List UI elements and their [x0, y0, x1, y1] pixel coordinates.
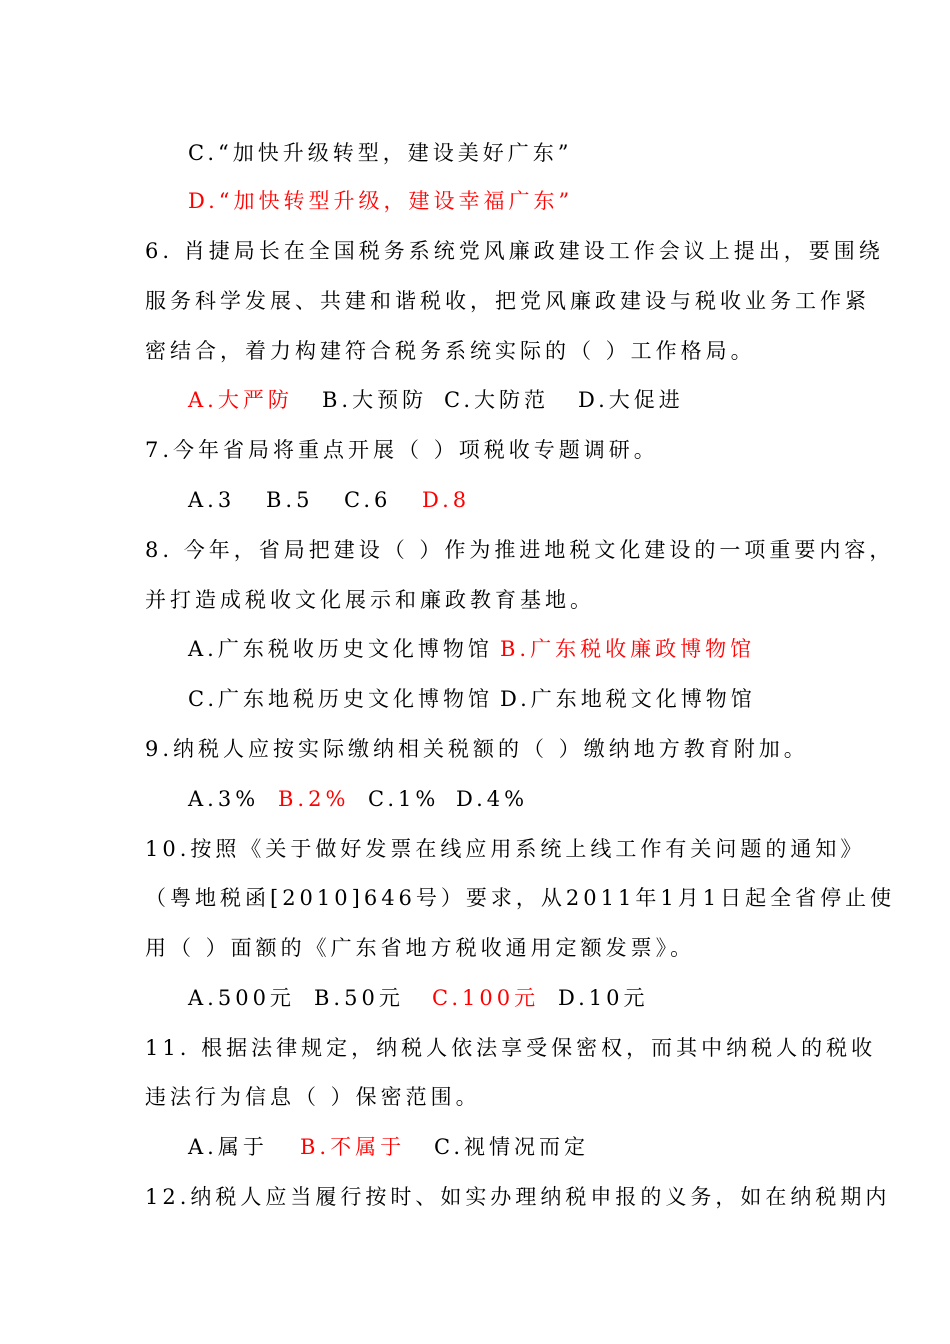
q9-option-c: C.1%	[368, 787, 440, 811]
q6-text-line1: 6. 肖捷局长在全国税务系统党风廉政建设工作会议上提出，要围绕	[145, 239, 884, 263]
q8-option-a: A.广东税收历史文化博物馆	[188, 637, 493, 661]
q10-option-b: B.50元	[314, 986, 404, 1010]
q11-option-a: A.属于	[188, 1135, 268, 1159]
q9-option-d: D.4%	[456, 787, 529, 811]
q6-text-line3: 密结合，着力构建符合税务系统实际的（ ）工作格局。	[145, 339, 756, 363]
q12-text-line1: 12.纳税人应当履行按时、如实办理纳税申报的义务，如在纳税期内	[145, 1185, 891, 1209]
q7-option-b: B.5	[266, 488, 314, 512]
q11-option-c: C.视情况而定	[434, 1135, 589, 1159]
q6-option-a-answer: A.大严防	[188, 388, 293, 412]
q7-option-d-answer: D.8	[422, 488, 471, 512]
q11-text-line2: 违法行为信息（ ）保密范围。	[145, 1085, 481, 1109]
q7-option-a: A.3	[188, 488, 236, 512]
q10-text-line1: 10.按照《关于做好发票在线应用系统上线工作有关问题的通知》	[145, 837, 866, 861]
q10-option-c-answer: C.100元	[432, 986, 540, 1010]
q10-text-line2: （粤地税函[2010]646号）要求，从2011年1月1日起全省停止使	[145, 886, 896, 910]
q11-option-b-answer: B.不属于	[300, 1135, 406, 1159]
q6-text-line2: 服务科学发展、共建和谐税收，把党风廉政建设与税收业务工作紧	[145, 289, 870, 313]
q10-option-a: A.500元	[188, 986, 295, 1010]
q10-option-d: D.10元	[558, 986, 649, 1010]
q8-option-c: C.广东地税历史文化博物馆	[188, 687, 493, 711]
q8-text-line1: 8. 今年，省局把建设（ ）作为推进地税文化建设的一项重要内容，	[145, 538, 895, 562]
q9-option-b-answer: B.2%	[278, 787, 350, 811]
q8-option-b-answer: B.广东税收廉政博物馆	[500, 637, 756, 661]
q5-option-d-answer: D.“加快转型升级，建设幸福广东”	[188, 189, 574, 213]
q7-option-c: C.6	[344, 488, 392, 512]
q7-text-line1: 7.今年省局将重点开展（ ）项税收专题调研。	[145, 438, 659, 462]
q8-option-d: D.广东地税文化博物馆	[500, 687, 756, 711]
q11-text-line1: 11. 根据法律规定，纳税人依法享受保密权，而其中纳税人的税收	[145, 1036, 877, 1060]
q9-text-line1: 9.纳税人应按实际缴纳相关税额的（ ）缴纳地方教育附加。	[145, 737, 809, 761]
q8-text-line2: 并打造成税收文化展示和廉政教育基地。	[145, 588, 595, 612]
q6-option-c: C.大防范	[444, 388, 549, 412]
q6-option-b: B.大预防	[322, 388, 428, 412]
q5-option-c: C.“加快升级转型，建设美好广东”	[188, 141, 573, 165]
q6-option-d: D.大促进	[578, 388, 684, 412]
q9-option-a: A.3%	[188, 787, 260, 811]
q10-text-line3: 用（ ）面额的《广东省地方税收通用定额发票》。	[145, 936, 696, 960]
